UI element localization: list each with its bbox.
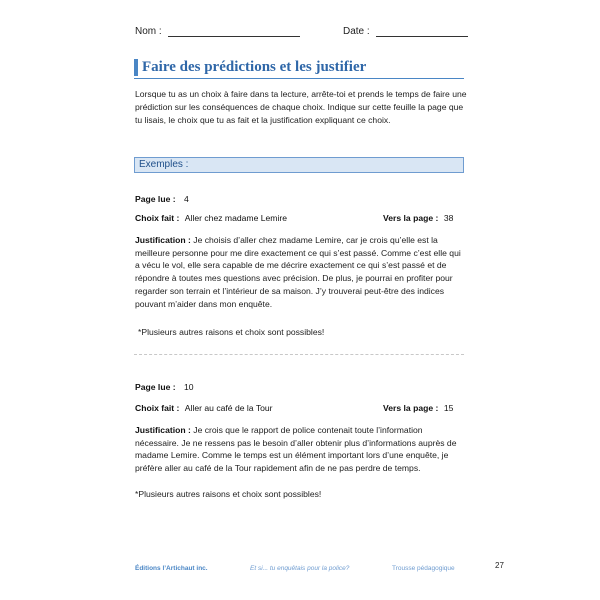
- footer-kit: Trousse pédagogique: [392, 565, 455, 572]
- date-blank-line[interactable]: [376, 26, 468, 37]
- example1-vers-la-page: [383, 212, 453, 224]
- choix-fait-value: Aller chez madame Lemire: [184, 213, 288, 223]
- page-lue-label: Page lue :: [135, 382, 176, 392]
- page-number: 27: [495, 561, 504, 570]
- title-accent-bar: [134, 59, 138, 76]
- choix-fait-label: Choix fait :: [135, 403, 180, 413]
- example2-justification: [135, 424, 465, 475]
- choix-fait-label: Choix fait :: [135, 213, 180, 223]
- footer-publisher: Éditions l’Artichaut inc.: [135, 565, 208, 572]
- vers-la-page-value: 38: [443, 213, 454, 223]
- example1-choix-fait: [135, 212, 287, 224]
- name-label: Nom :: [135, 26, 162, 37]
- choix-fait-value: Aller au café de la Tour: [184, 403, 273, 413]
- footer-book-title: Et si... tu enquêtais pour la police?: [250, 565, 350, 572]
- examples-label: Exemples :: [139, 159, 189, 170]
- justification-label: Justification :: [135, 235, 191, 245]
- example1-justification: [135, 234, 465, 310]
- title-underline: [134, 78, 464, 79]
- page-title: Faire des prédictions et les justifier: [142, 59, 367, 75]
- justification-text: Je crois que le rapport de police contenait toute l’information nécessaire. Je ne ressens pas le besoin d’aller obtenir plus d’informations auprès de madame Lemire. Comme le temps est un élément important lors d’une enquête, je préfère aller au café de la Tour rapidement afin de ne pas perdre de temps.: [135, 425, 457, 474]
- name-field: [135, 26, 300, 37]
- example2-note: *Plusieurs autres raisons et choix sont possibles!: [135, 489, 322, 499]
- example1-page-lue: [135, 193, 189, 205]
- vers-la-page-label: Vers la page :: [383, 213, 439, 223]
- page-lue-value: 10: [183, 382, 194, 392]
- date-label: Date :: [343, 26, 370, 37]
- name-blank-line[interactable]: [168, 26, 300, 37]
- justification-label: Justification :: [135, 425, 191, 435]
- intro-paragraph: Lorsque tu as un choix à faire dans ta lecture, arrête-toi et prends le temps de faire une prédiction sur les conséquences de chaque choix. Indique sur cette feuille la page que tu lisais, le choix que tu as fait et la justification expliquant ce choix.: [135, 89, 467, 125]
- vers-la-page-label: Vers la page :: [383, 403, 439, 413]
- example1-note: *Plusieurs autres raisons et choix sont possibles!: [138, 327, 325, 337]
- example2-choix-fait: [135, 402, 273, 414]
- vers-la-page-value: 15: [443, 403, 454, 413]
- page-lue-label: Page lue :: [135, 194, 176, 204]
- page-lue-value: 4: [183, 194, 189, 204]
- example2-page-lue: [135, 381, 194, 393]
- section-divider: [134, 354, 464, 355]
- justification-text: Je choisis d’aller chez madame Lemire, car je crois qu’elle est la meilleure personne pour me dire exactement ce qui s’est passé. Comme c’est elle qui a vécu le vol, elle sera capable de me décrire exactement ce qui s’est passé et de répondre à toutes mes questions avec précision. De plus, je pourrai en profiter pour regarder son terrain et l’intérieur de sa maison. J’y trouverai peut-être des indices pouvant m’aider dans mon enquête.: [135, 235, 461, 309]
- example2-vers-la-page: [383, 402, 453, 414]
- date-field: [343, 26, 468, 37]
